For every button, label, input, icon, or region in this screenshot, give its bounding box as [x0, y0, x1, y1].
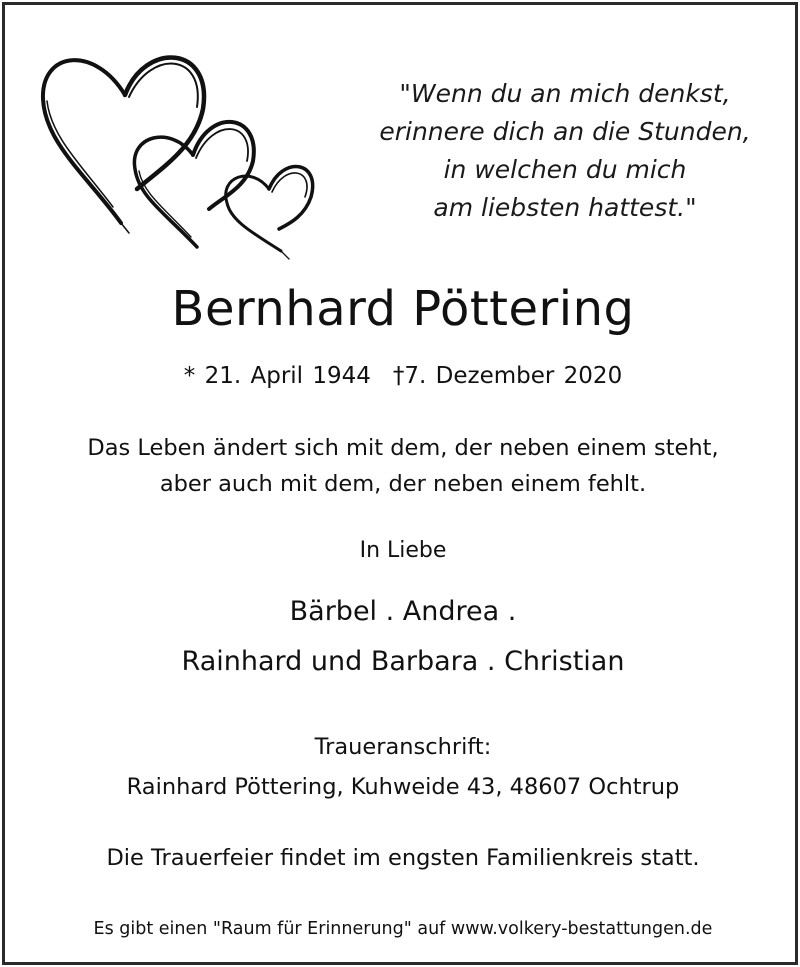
- saying-line: aber auch mit dem, der neben einem fehlt.: [159, 471, 647, 497]
- life-dates: [5, 363, 800, 389]
- three-hearts-icon: [33, 37, 323, 262]
- quote-block: [345, 75, 785, 227]
- mourning-address: [5, 727, 800, 807]
- quote-line: "Wenn du an mich denkst,: [399, 79, 731, 108]
- small-heart-icon: [226, 166, 313, 259]
- saying-line: Das Leben ändert sich mit dem, der neben einem steht,: [87, 435, 719, 461]
- quote-line: erinnere dich an die Stunden,: [379, 117, 751, 146]
- obituary-frame: [2, 2, 798, 965]
- mourners-list: [5, 587, 800, 687]
- birth-date: * 21. April 1944: [183, 363, 371, 389]
- quote-line: am liebsten hattest.": [433, 193, 697, 222]
- mourners-line: Bärbel . Andrea .: [289, 596, 517, 627]
- saying-block: [5, 430, 800, 502]
- medium-heart-icon: [134, 122, 253, 247]
- large-heart-icon: [43, 57, 204, 233]
- mourners-intro: In Liebe: [359, 538, 447, 563]
- memorial-note: Es gibt einen "Raum für Erinnerung" auf www.volkery-bestattungen.de: [93, 919, 713, 939]
- address-label: Traueranschrift:: [314, 734, 492, 760]
- mourners-line: Rainhard und Barbara . Christian: [181, 646, 625, 677]
- quote-line: in welchen du mich: [443, 155, 687, 184]
- address-value: Rainhard Pöttering, Kuhweide 43, 48607 Ochtrup: [126, 774, 680, 800]
- death-date: †7. Dezember 2020: [392, 363, 623, 389]
- deceased-name: Bernhard Pöttering: [171, 281, 635, 337]
- ceremony-note: Die Trauerfeier findet im engsten Familienkreis statt.: [106, 845, 700, 871]
